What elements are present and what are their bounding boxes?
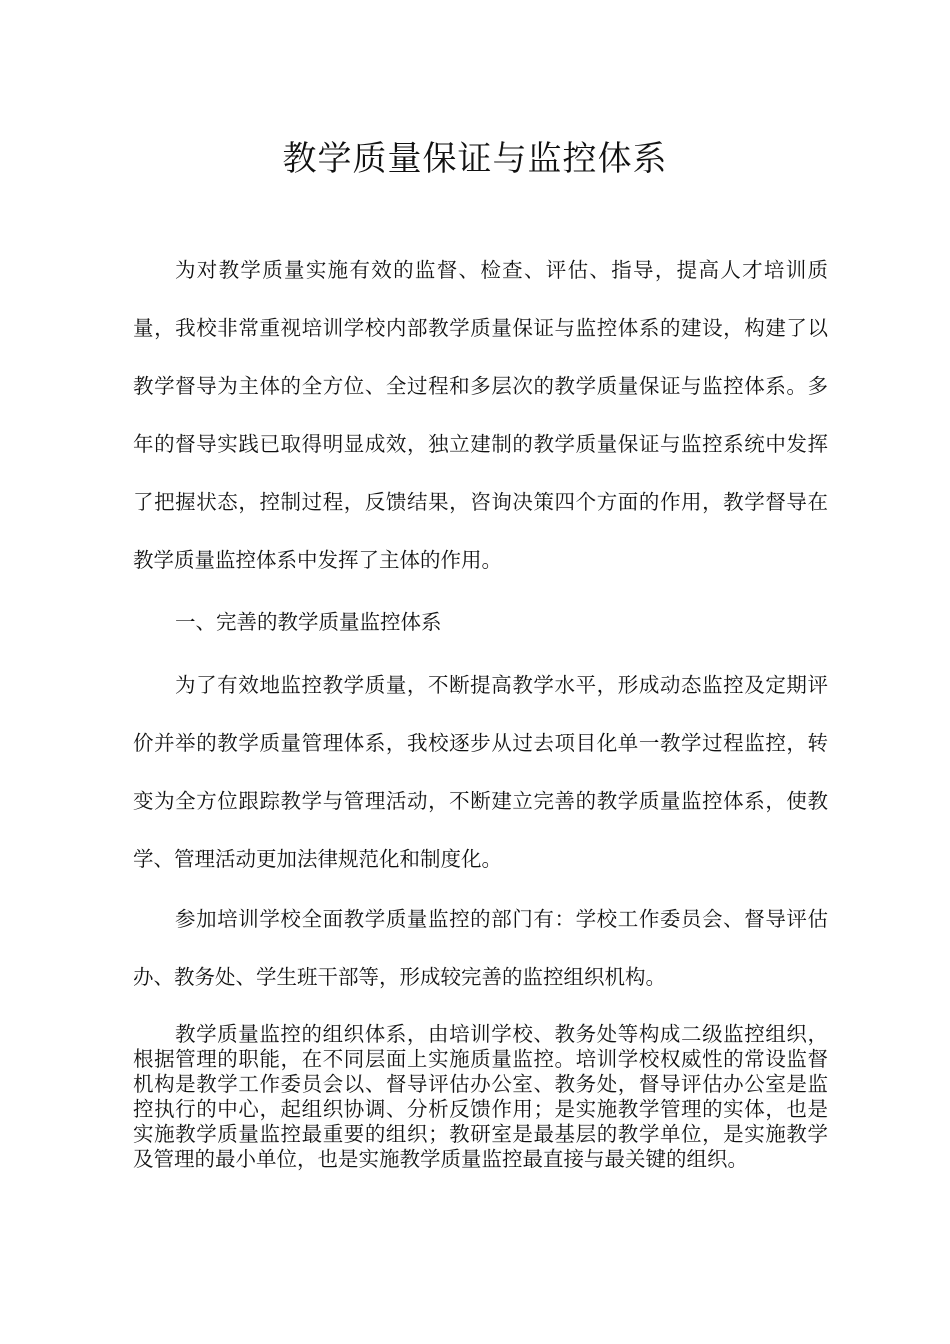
intro-paragraph: 为对教学质量实施有效的监督、检查、评估、指导，提高人才培训质量，我校非常重视培训学校内部教学质量保证与监控体系的建设，构建了以教学督导为主体的全方位、全过程和多层次的教学质量保证与监控体系。多年的督导实践已取得明显成效，独立建制的教学质量保证与监控系统中发挥了把握状态，控制过程，反馈结果，咨询决策四个方面的作用，教学督导在教学质量监控体系中发挥了主体的作用。 <box>133 258 828 572</box>
section-paragraph-2: 参加培训学校全面教学质量监控的部门有：学校工作委员会、督导评估办、教务处、学生班干部等，形成较完善的监控组织机构。 <box>133 907 828 989</box>
section-heading: 一、完善的教学质量监控体系 <box>175 610 442 634</box>
section-paragraph-3: 教学质量监控的组织体系，由培训学校、教务处等构成二级监控组织，根据管理的职能，在不同层面上实施质量监控。培训学校权威性的常设监督机构是教学工作委员会以、督导评估办公室、教务处，督导评估办公室是监控执行的中心，起组织协调、分析反馈作用；是实施教学管理的实体，也是实施教学质量监控最重要的组织；教研室是最基层的教学单位，是实施教学及管理的最小单位，也是实施教学质量监控最直接与最关键的组织。 <box>133 1022 828 1171</box>
document-title: 教学质量保证与监控体系 <box>282 139 668 179</box>
section-paragraph-1: 为了有效地监控教学质量，不断提高教学水平，形成动态监控及定期评价并举的教学质量管理体系，我校逐步从过去项目化单一教学过程监控，转变为全方位跟踪教学与管理活动，不断建立完善的教学质量监控体系，使教学、管理活动更加法律规范化和制度化。 <box>133 673 828 871</box>
